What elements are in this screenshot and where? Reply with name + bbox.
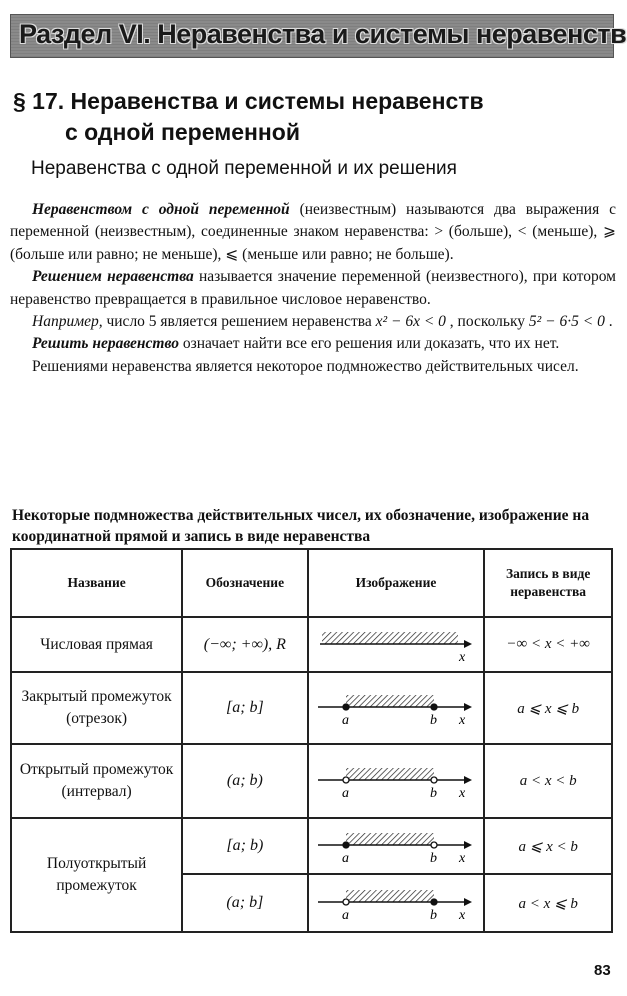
table-caption: Некоторые подмножества действительных чисел, их обозначение, изображение на координатной прямой и запись в виде неравенства <box>12 507 590 545</box>
header-inequality <box>484 549 612 617</box>
hatched-region <box>346 890 434 902</box>
table-header-row <box>11 549 612 617</box>
definition-inequality <box>10 199 616 266</box>
axis-label-x: x <box>458 908 466 923</box>
example-text-3: . <box>604 313 613 331</box>
axis-label-x: x <box>458 851 466 866</box>
row-picture <box>308 617 485 672</box>
table-row <box>11 617 612 672</box>
row-inequality: a ⩽ x < b <box>484 818 612 874</box>
row-notation: (a; b) <box>182 744 307 818</box>
solutions-paragraph: Решениями неравенства является некоторое подмножество действительных чисел. <box>32 357 579 375</box>
section-banner-title: Раздел VI. Неравенства и системы неравенств <box>19 19 627 49</box>
definition-solve <box>10 333 616 355</box>
open-point-a <box>343 777 349 783</box>
row-picture <box>308 672 485 744</box>
open-point-b <box>431 842 437 848</box>
number-line-half-left-open <box>316 882 476 924</box>
hatched-region <box>322 632 458 644</box>
closed-point-b <box>431 899 437 905</box>
hatched-region <box>346 833 434 845</box>
table-row <box>11 818 612 874</box>
hatched-region <box>346 695 434 707</box>
axis-label-x: x <box>458 713 466 728</box>
paragraph-title-line2: с одной переменной <box>65 119 300 145</box>
table-row <box>11 672 612 744</box>
open-point-a <box>343 899 349 905</box>
term-inequality: Неравенством с одной переменной <box>32 201 290 218</box>
open-point-b <box>431 777 437 783</box>
definition-inequality-text: (неизвестным) называются два выражения с переменной (неизвестным), соединенные знаком неравенства: > (больше), < (меньше), ⩾ (больше или равно; не меньше), ⩽ (меньше или равно; не больше). <box>10 201 616 263</box>
row-notation: [a; b) <box>182 818 307 874</box>
row-notation: (a; b] <box>182 874 307 932</box>
row-picture <box>308 744 485 818</box>
row-notation: (−∞; +∞), R <box>182 617 307 672</box>
example-math-2: 5² − 6·5 < 0 <box>528 313 605 331</box>
row-inequality: a ⩽ x ⩽ b <box>484 672 612 744</box>
number-line-open <box>316 760 476 802</box>
row-notation: [a; b] <box>182 672 307 744</box>
body-text <box>10 199 616 378</box>
closed-point-a <box>343 842 349 848</box>
row-name: Полуоткрытый промежуток <box>11 818 182 932</box>
closed-point-a <box>343 704 349 710</box>
row-picture <box>308 818 485 874</box>
axis-arrow-icon <box>464 776 472 784</box>
axis-label-b: b <box>429 786 437 801</box>
axis-label-a: a <box>341 851 349 866</box>
term-solution: Решением неравенства <box>32 268 194 286</box>
axis-arrow-icon <box>464 640 472 648</box>
axis-label-a: a <box>341 713 349 728</box>
number-line-closed <box>316 687 476 729</box>
axis-arrow-icon <box>464 703 472 711</box>
subsets-table <box>10 548 613 933</box>
example-text-1: число 5 является решением неравенства <box>102 313 376 331</box>
header-notation: Обозначение <box>182 549 307 617</box>
example-text-2: , поскольку <box>445 313 529 331</box>
row-name: Открытый промежуток (интервал) <box>11 744 182 818</box>
axis-label-x: x <box>458 786 466 801</box>
number-line-half-right-open <box>316 825 476 867</box>
axis-label-b: b <box>429 713 437 728</box>
section-subtitle: Неравенства с одной переменной и их решения <box>31 158 457 179</box>
row-inequality: a < x < b <box>484 744 612 818</box>
row-inequality: a < x ⩽ b <box>484 874 612 932</box>
term-solve: Решить неравенство <box>32 335 179 353</box>
example-paragraph <box>10 311 616 333</box>
axis-arrow-icon <box>464 898 472 906</box>
paragraph-title-line1: § 17. Неравенства и системы неравенств <box>13 88 484 114</box>
paragraph-title <box>13 86 573 148</box>
row-name: Закрытый промежуток (отрезок) <box>11 672 182 744</box>
row-inequality: −∞ < x < +∞ <box>484 617 612 672</box>
header-name: Название <box>11 549 182 617</box>
header-picture: Изображение <box>308 549 485 617</box>
axis-label-x: x <box>458 649 466 665</box>
example-math-1: x² − 6x < 0 <box>375 313 446 331</box>
definition-solution <box>10 266 616 311</box>
axis-label-b: b <box>429 908 437 923</box>
row-name: Числовая прямая <box>11 617 182 672</box>
example-label: Например, <box>32 313 103 331</box>
row-picture <box>308 874 485 932</box>
header-inequality-text: Запись в виде неравенства <box>506 566 591 599</box>
table-row <box>11 744 612 818</box>
axis-arrow-icon <box>464 841 472 849</box>
axis-label-a: a <box>341 786 349 801</box>
axis-label-b: b <box>429 851 437 866</box>
page-number: 83 <box>594 962 611 979</box>
hatched-region <box>346 768 434 780</box>
closed-point-b <box>431 704 437 710</box>
number-line-full <box>316 624 476 666</box>
axis-label-a: a <box>341 908 349 923</box>
section-banner <box>10 14 627 58</box>
definition-solve-text: означает найти все его решения или доказать, что их нет. <box>178 335 560 353</box>
definition-solution-text: называется значение переменной (неизвестного), при котором неравенство превращается в правильное числовое неравенство. <box>10 268 616 308</box>
